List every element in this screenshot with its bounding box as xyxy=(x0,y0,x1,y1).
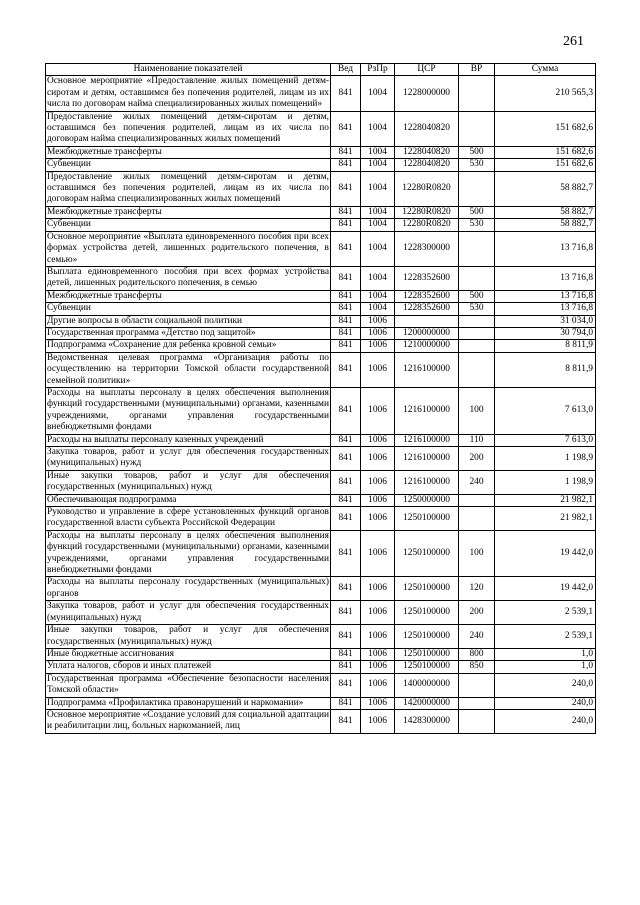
cell-name: Подпрограмма «Профилактика правонарушений и наркомании» xyxy=(46,697,331,709)
table-row xyxy=(46,352,596,387)
cell-vr xyxy=(459,507,495,531)
cell-rzpr: 1006 xyxy=(361,340,395,352)
cell-sum: 13 716,8 xyxy=(495,231,596,266)
cell-ved: 841 xyxy=(331,231,361,266)
cell-sum: 240,0 xyxy=(495,697,596,709)
cell-name: Основное мероприятие «Предоставление жилых помещений детям-сиротам и детям, оставшимся без попечения родителей, лицам из их числа по договорам найма специализированных жилых помещений» xyxy=(47,76,329,110)
cell-ved: 841 xyxy=(331,661,361,673)
cell-ved: 841 xyxy=(331,447,361,471)
table-row xyxy=(46,673,596,697)
cell-ved: 841 xyxy=(331,697,361,709)
cell-csr: 1210000000 xyxy=(395,340,459,352)
cell-rzpr: 1004 xyxy=(361,290,395,302)
cell-ved: 841 xyxy=(331,648,361,660)
cell-sum: 13 716,8 xyxy=(495,303,596,315)
column-header-vr: ВР xyxy=(459,64,495,76)
cell-name: Субвенции xyxy=(46,159,331,171)
cell-ved: 841 xyxy=(331,577,361,601)
cell-sum: 1 198,9 xyxy=(495,470,596,494)
cell-sum: 240,0 xyxy=(495,673,596,697)
cell-csr: 1228352600 xyxy=(395,266,459,290)
cell-vr xyxy=(459,76,495,111)
cell-rzpr: 1006 xyxy=(361,507,395,531)
cell-vr xyxy=(459,315,495,327)
cell-csr: 1228040820 xyxy=(395,111,459,146)
cell-name: Государственная программа «Обеспечение безопасности населения Томской области» xyxy=(47,673,329,696)
cell-csr: 1228000000 xyxy=(395,76,459,111)
cell-rzpr: 1006 xyxy=(361,530,395,577)
cell-name: Межбюджетные трансферты xyxy=(46,206,331,218)
cell-sum: 151 682,6 xyxy=(495,146,596,158)
cell-sum: 13 716,8 xyxy=(495,266,596,290)
budget-table xyxy=(45,63,596,734)
cell-vr: 200 xyxy=(459,601,495,625)
cell-ved: 841 xyxy=(331,340,361,352)
cell-sum: 58 882,7 xyxy=(495,171,596,206)
cell-ved: 841 xyxy=(331,709,361,733)
cell-name: Расходы на выплаты персоналу казенных учреждений xyxy=(46,434,331,446)
cell-ved: 841 xyxy=(331,434,361,446)
cell-sum: 21 982,1 xyxy=(495,494,596,506)
cell-ved: 841 xyxy=(331,494,361,506)
cell-sum: 8 811,9 xyxy=(495,352,596,387)
cell-name: Закупка товаров, работ и услуг для обеспечения государственных (муниципальных) нужд xyxy=(47,447,329,469)
cell-csr xyxy=(395,315,459,327)
cell-csr: 1216100000 xyxy=(395,387,459,434)
cell-name: Руководство и управление в сфере установленных функций органов государственной власти субъекта Российской Федерации xyxy=(47,507,329,529)
cell-ved: 841 xyxy=(331,111,361,146)
cell-sum: 2 539,1 xyxy=(495,625,596,649)
cell-vr xyxy=(459,709,495,733)
cell-csr: 1228040820 xyxy=(395,159,459,171)
cell-vr: 500 xyxy=(459,290,495,302)
table-row xyxy=(46,601,596,625)
cell-vr: 100 xyxy=(459,387,495,434)
cell-rzpr: 1006 xyxy=(361,625,395,649)
cell-ved: 841 xyxy=(331,290,361,302)
cell-name: Выплата единовременного пособия при всех формах устройства детей, лишенных родительского попечения, в семью xyxy=(47,266,329,289)
cell-sum: 13 716,8 xyxy=(495,290,596,302)
cell-rzpr: 1006 xyxy=(361,601,395,625)
cell-sum: 151 682,6 xyxy=(495,111,596,146)
cell-csr: 1250100000 xyxy=(395,648,459,660)
cell-sum: 8 811,9 xyxy=(495,340,596,352)
cell-csr: 12280R0820 xyxy=(395,206,459,218)
cell-name: Основное мероприятие «Создание условий для социальной адаптации и реабилитации лиц, больных наркоманией, лиц xyxy=(47,709,329,732)
cell-rzpr: 1006 xyxy=(361,315,395,327)
cell-ved: 841 xyxy=(331,303,361,315)
cell-rzpr: 1004 xyxy=(361,171,395,206)
cell-ved: 841 xyxy=(331,673,361,697)
cell-vr xyxy=(459,266,495,290)
cell-ved: 841 xyxy=(331,219,361,231)
cell-ved: 841 xyxy=(331,146,361,158)
cell-ved: 841 xyxy=(331,206,361,218)
cell-csr: 1216100000 xyxy=(395,447,459,471)
table-row xyxy=(46,290,596,302)
cell-vr: 240 xyxy=(459,470,495,494)
cell-ved: 841 xyxy=(331,530,361,577)
cell-vr: 120 xyxy=(459,577,495,601)
cell-csr: 1228352600 xyxy=(395,290,459,302)
cell-csr: 1216100000 xyxy=(395,352,459,387)
column-header-sum: Сумма xyxy=(495,64,596,76)
cell-name: Субвенции xyxy=(46,219,331,231)
cell-name: Иные бюджетные ассигнования xyxy=(46,648,331,660)
cell-ved: 841 xyxy=(331,159,361,171)
table-row xyxy=(46,507,596,531)
cell-name: Ведомственная целевая программа «Организация работы по осуществлению на территории Томской области государственной семейной политики» xyxy=(47,352,329,386)
table-body xyxy=(46,76,596,733)
cell-sum: 7 613,0 xyxy=(495,387,596,434)
cell-vr xyxy=(459,673,495,697)
cell-ved: 841 xyxy=(331,266,361,290)
table-row xyxy=(46,266,596,290)
cell-name: Подпрограмма «Сохранение для ребенка кровной семьи» xyxy=(46,340,331,352)
table-row xyxy=(46,340,596,352)
cell-ved: 841 xyxy=(331,625,361,649)
cell-ved: 841 xyxy=(331,327,361,339)
table-row xyxy=(46,171,596,206)
cell-csr: 1250100000 xyxy=(395,507,459,531)
cell-vr xyxy=(459,171,495,206)
cell-name: Предоставление жилых помещений детям-сиротам и детям, оставшимся без попечения родителей, лицам из их числа по договорам найма специализированных жилых помещений xyxy=(47,171,329,205)
cell-ved: 841 xyxy=(331,76,361,111)
cell-rzpr: 1006 xyxy=(361,648,395,660)
cell-csr: 1400000000 xyxy=(395,673,459,697)
cell-sum: 210 565,3 xyxy=(495,76,596,111)
page-number: 261 xyxy=(563,34,584,49)
cell-rzpr: 1006 xyxy=(361,447,395,471)
cell-name: Предоставление жилых помещений детям-сиротам и детям, оставшимся без попечения родителей, лицам из их числа по договорам найма специализированных жилых помещений xyxy=(47,111,329,145)
table-row xyxy=(46,76,596,111)
column-header-rzpr: РзПр xyxy=(361,64,395,76)
cell-rzpr: 1006 xyxy=(361,697,395,709)
cell-vr xyxy=(459,111,495,146)
cell-rzpr: 1006 xyxy=(361,661,395,673)
table-row xyxy=(46,648,596,660)
cell-rzpr: 1006 xyxy=(361,709,395,733)
column-header-name: Наименование показателей xyxy=(46,64,331,76)
table-row xyxy=(46,709,596,733)
cell-csr: 1250100000 xyxy=(395,601,459,625)
cell-ved: 841 xyxy=(331,315,361,327)
cell-csr: 1228300000 xyxy=(395,231,459,266)
cell-rzpr: 1006 xyxy=(361,577,395,601)
cell-csr: 1250100000 xyxy=(395,661,459,673)
cell-rzpr: 1006 xyxy=(361,327,395,339)
table-row xyxy=(46,231,596,266)
cell-sum: 19 442,0 xyxy=(495,530,596,577)
cell-csr: 12280R0820 xyxy=(395,219,459,231)
cell-vr: 100 xyxy=(459,530,495,577)
cell-csr: 1250100000 xyxy=(395,530,459,577)
cell-csr: 1228040820 xyxy=(395,146,459,158)
cell-name: Иные закупки товаров, работ и услуг для обеспечения государственных (муниципальных) нужд xyxy=(47,625,329,647)
cell-csr: 1216100000 xyxy=(395,470,459,494)
cell-ved: 841 xyxy=(331,507,361,531)
cell-csr: 1250000000 xyxy=(395,494,459,506)
cell-rzpr: 1006 xyxy=(361,352,395,387)
table-row xyxy=(46,494,596,506)
cell-sum: 7 613,0 xyxy=(495,434,596,446)
cell-name: Иные закупки товаров, работ и услуг для обеспечения государственных (муниципальных) нужд xyxy=(47,470,329,493)
cell-sum: 1,0 xyxy=(495,661,596,673)
table-row xyxy=(46,434,596,446)
cell-csr: 1200000000 xyxy=(395,327,459,339)
table-row xyxy=(46,470,596,494)
cell-sum: 2 539,1 xyxy=(495,601,596,625)
cell-sum: 1 198,9 xyxy=(495,447,596,471)
table-row xyxy=(46,661,596,673)
cell-sum: 151 682,6 xyxy=(495,159,596,171)
cell-rzpr: 1004 xyxy=(361,303,395,315)
cell-ved: 841 xyxy=(331,352,361,387)
cell-rzpr: 1006 xyxy=(361,470,395,494)
cell-name: Расходы на выплаты персоналу в целях обеспечения выполнения функций государственными (муниципальными) органами, казенными учреждениями, органами управления государственными внебюджетными фондами xyxy=(47,387,329,433)
cell-csr: 1250100000 xyxy=(395,577,459,601)
cell-csr: 1216100000 xyxy=(395,434,459,446)
cell-rzpr: 1006 xyxy=(361,434,395,446)
cell-rzpr: 1004 xyxy=(361,219,395,231)
cell-vr: 500 xyxy=(459,206,495,218)
cell-rzpr: 1004 xyxy=(361,206,395,218)
cell-vr: 500 xyxy=(459,146,495,158)
cell-name: Уплата налогов, сборов и иных платежей xyxy=(46,661,331,673)
cell-rzpr: 1004 xyxy=(361,266,395,290)
cell-name: Расходы на выплаты персоналу государственных (муниципальных) органов xyxy=(47,577,329,599)
cell-csr: 12280R0820 xyxy=(395,171,459,206)
cell-name: Субвенции xyxy=(46,303,331,315)
cell-name: Государственная программа «Детство под защитой» xyxy=(46,327,331,339)
cell-sum: 58 882,7 xyxy=(495,206,596,218)
cell-sum: 58 882,7 xyxy=(495,219,596,231)
cell-vr xyxy=(459,352,495,387)
cell-vr: 110 xyxy=(459,434,495,446)
cell-rzpr: 1004 xyxy=(361,111,395,146)
cell-name: Основное мероприятие «Выплата единовременного пособия при всех формах устройства детей, лишенных родительского попечения, в семью» xyxy=(47,231,329,265)
cell-vr xyxy=(459,327,495,339)
table-row xyxy=(46,303,596,315)
cell-name: Закупка товаров, работ и услуг для обеспечения государственных (муниципальных) нужд xyxy=(47,601,329,623)
table-row xyxy=(46,530,596,577)
cell-name: Обеспечивающая подпрограмма xyxy=(46,494,331,506)
column-header-ved: Вед xyxy=(331,64,361,76)
cell-vr: 850 xyxy=(459,661,495,673)
table-header-row xyxy=(46,64,596,76)
cell-vr xyxy=(459,231,495,266)
cell-rzpr: 1006 xyxy=(361,673,395,697)
table-row xyxy=(46,159,596,171)
cell-vr: 530 xyxy=(459,219,495,231)
cell-csr: 1420000000 xyxy=(395,697,459,709)
table-row xyxy=(46,206,596,218)
cell-csr: 1428300000 xyxy=(395,709,459,733)
cell-csr: 1250100000 xyxy=(395,625,459,649)
cell-vr xyxy=(459,697,495,709)
table-row xyxy=(46,146,596,158)
cell-vr xyxy=(459,340,495,352)
cell-vr: 530 xyxy=(459,303,495,315)
cell-ved: 841 xyxy=(331,601,361,625)
cell-ved: 841 xyxy=(331,171,361,206)
cell-ved: 841 xyxy=(331,387,361,434)
cell-sum: 240,0 xyxy=(495,709,596,733)
cell-rzpr: 1006 xyxy=(361,494,395,506)
table-row xyxy=(46,219,596,231)
cell-vr: 530 xyxy=(459,159,495,171)
column-header-csr: ЦСР xyxy=(395,64,459,76)
cell-vr: 200 xyxy=(459,447,495,471)
cell-rzpr: 1006 xyxy=(361,387,395,434)
table-row xyxy=(46,447,596,471)
cell-sum: 21 982,1 xyxy=(495,507,596,531)
cell-rzpr: 1004 xyxy=(361,76,395,111)
table-row xyxy=(46,697,596,709)
cell-sum: 31 034,0 xyxy=(495,315,596,327)
cell-csr: 1228352600 xyxy=(395,303,459,315)
cell-name: Другие вопросы в области социальной политики xyxy=(46,315,331,327)
cell-sum: 1,0 xyxy=(495,648,596,660)
cell-rzpr: 1004 xyxy=(361,231,395,266)
table-row xyxy=(46,111,596,146)
cell-sum: 19 442,0 xyxy=(495,577,596,601)
table-row xyxy=(46,625,596,649)
cell-rzpr: 1004 xyxy=(361,159,395,171)
table-row xyxy=(46,577,596,601)
cell-vr: 240 xyxy=(459,625,495,649)
cell-sum: 30 794,0 xyxy=(495,327,596,339)
table-row xyxy=(46,327,596,339)
cell-vr: 800 xyxy=(459,648,495,660)
cell-name: Межбюджетные трансферты xyxy=(46,146,331,158)
cell-rzpr: 1004 xyxy=(361,146,395,158)
table-row xyxy=(46,387,596,434)
table-row xyxy=(46,315,596,327)
cell-vr xyxy=(459,494,495,506)
cell-ved: 841 xyxy=(331,470,361,494)
cell-name: Межбюджетные трансферты xyxy=(46,290,331,302)
cell-name: Расходы на выплаты персоналу в целях обеспечения выполнения функций государственными (муниципальными) органами, казенными учреждениями, органами управления государственными внебюджетными фондами xyxy=(47,530,329,576)
